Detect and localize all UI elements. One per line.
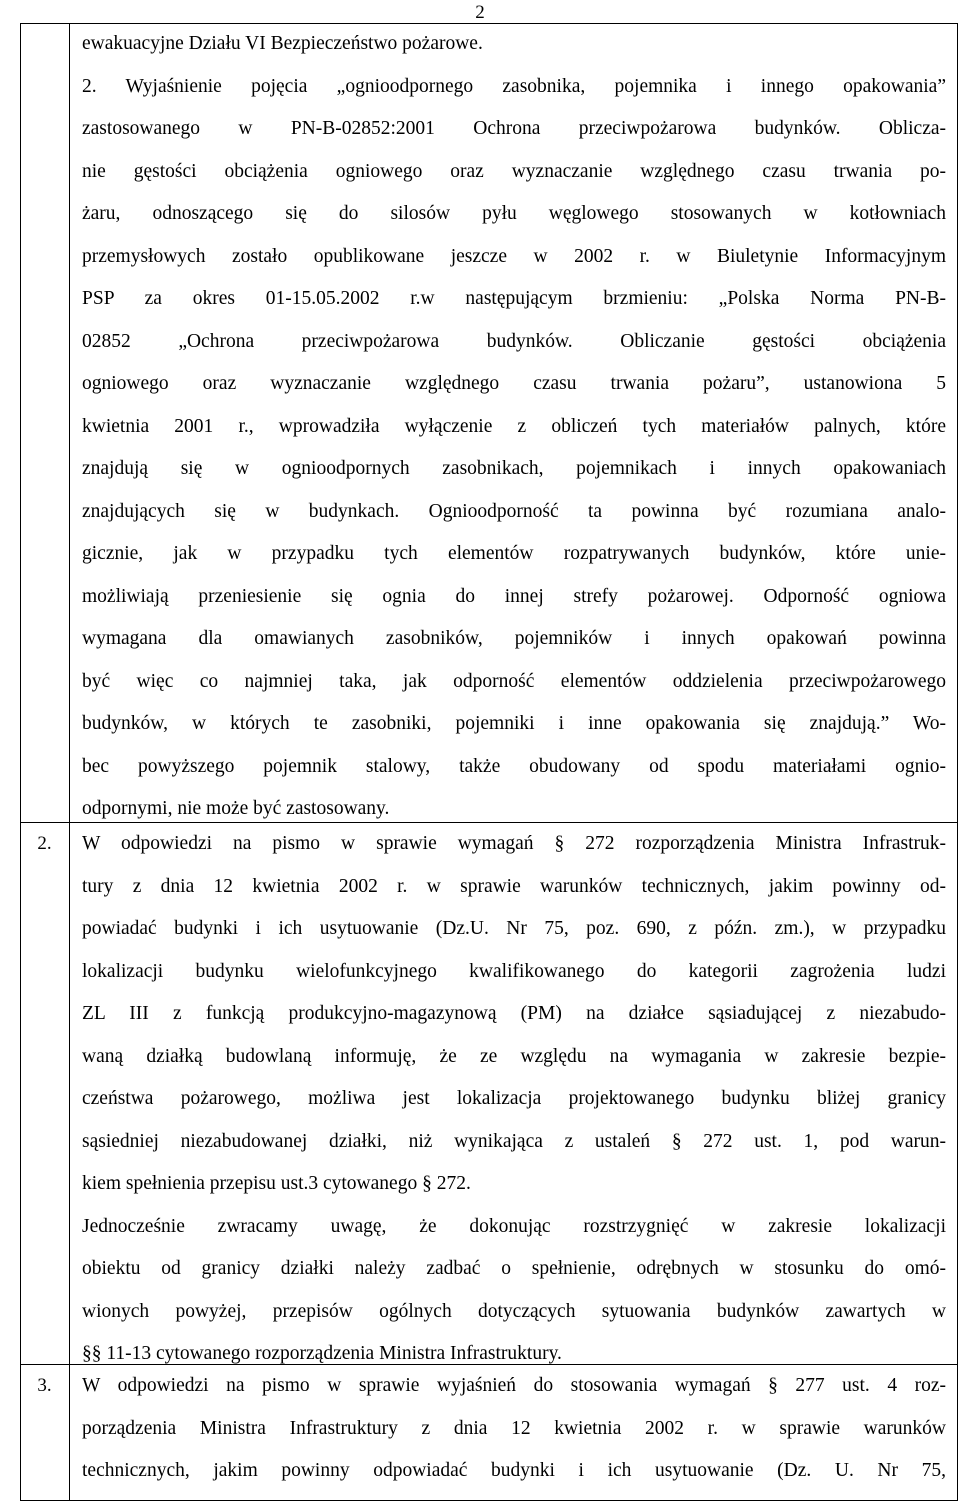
text-line: ogniowego oraz wyznaczanie względnego czasu trwania pożaru”, ustanowiona 5: [82, 373, 946, 394]
text-line: ewakuacyjne Działu VI Bezpieczeństwo pożarowe.: [82, 33, 483, 54]
text-line: W odpowiedzi na pismo w sprawie wymagań § 272 rozporządzenia Ministra Infrastruk-: [82, 833, 946, 854]
text-line: waną działką budowlaną informuję, że ze względu na wymagania w zakresie bezpie-: [82, 1045, 946, 1067]
text-line: 02852 „Ochrona przeciwpożarowa budynków. Obliczanie gęstości obciążenia: [82, 330, 946, 352]
text-line: budynków, w których te zasobniki, pojemniki i inne opakowania się znajdują.” Wo-: [82, 713, 946, 734]
text-line: kiem spełnienia przepisu ust.3 cytowanego § 272.: [82, 1173, 471, 1194]
text-line: gicznie, jak w przypadku tych elementów rozpatrywanych budynków, które unie-: [82, 543, 946, 564]
text-line: technicznych, jakim powinny odpowiadać budynki i ich usytuowanie (Dz. U. Nr 75,: [82, 1460, 946, 1481]
text-line: W odpowiedzi na pismo w sprawie wyjaśnień do stosowania wymagań § 277 ust. 4 roz-: [82, 1375, 946, 1396]
text-line: żaru, odnoszącego się do silosów pyłu węglowego stosowanych w kotłowniach: [82, 203, 946, 224]
text-line: sąsiedniej niezabudowanej działki, niż wynikająca z ustaleń § 272 ust. 1, pod warun-: [82, 1130, 946, 1152]
text-line: być więc co najmniej taka, jak odporność elementów oddzielenia przeciwpożarowego: [82, 670, 946, 692]
text-line: zastosowanego w PN-B-02852:2001 Ochrona przeciwpożarowa budynków. Oblicza-: [82, 118, 946, 139]
text-line: wymagana dla omawianych zasobników, pojemników i innych opakowań powinna: [82, 628, 946, 649]
text-line: ZL III z funkcją produkcyjno-magazynową (PM) na działce sąsiadującej z niezabudo-: [82, 1003, 946, 1024]
row-text-cell: [82, 823, 946, 1376]
text-line: powiadać budynki i ich usytuowanie (Dz.U. Nr 75, poz. 690, z późn. zm.), w przypadku: [82, 918, 946, 939]
text-line: kwietnia 2001 r., wprowadziła wyłączenie z obliczeń tych materiałów palnych, które: [82, 415, 946, 437]
text-line: 2. Wyjaśnienie pojęcia „ognioodpornego zasobnika, pojemnika i innego opakowania”: [82, 75, 946, 97]
page-number: 2: [475, 2, 485, 23]
text-line: znajdują się w ognioodpornych zasobnikach, pojemnikach i innych opakowaniach: [82, 458, 946, 479]
text-line: znajdujących się w budynkach. Ognioodporność ta powinna być rozumiana analo-: [82, 500, 946, 522]
text-line: przemysłowych zostało opublikowane jeszcze w 2002 r. w Biuletynie Informacyjnym: [82, 245, 946, 267]
text-line: Jednocześnie zwracamy uwagę, że dokonując rozstrzygnięć w zakresie lokalizacji: [82, 1215, 946, 1237]
text-line: bec powyższego pojemnik stalowy, także obudowany od spodu materiałami ognio-: [82, 755, 946, 777]
text-line: tury z dnia 12 kwietnia 2002 r. w sprawie warunków technicznych, jakim powinny od-: [82, 875, 946, 897]
text-line: §§ 11-13 cytowanego rozporządzenia Ministra Infrastruktury.: [82, 1343, 562, 1364]
text-line: porządzenia Ministra Infrastruktury z dnia 12 kwietnia 2002 r. w sprawie warunków: [82, 1417, 946, 1439]
number-column-divider: [69, 23, 70, 1501]
text-line: możliwiają przeniesienie się ognia do innej strefy pożarowej. Odporność ogniowa: [82, 585, 946, 607]
text-line: lokalizacji budynku wielofunkcyjnego kwalifikowanego do kategorii zagrożenia ludzi: [82, 960, 946, 982]
text-line: wionych powyżej, przepisów ogólnych dotyczących sytuowania budynków zawartych w: [82, 1300, 946, 1322]
row-text-cell: [82, 1365, 946, 1493]
row-text-cell: [82, 23, 946, 831]
text-line: czeństwa pożarowego, możliwa jest lokalizacja projektowanego budynku bliżej granicy: [82, 1088, 946, 1109]
text-line: PSP za okres 01-15.05.2002 r.w następującym brzmieniu: „Polska Norma PN-B-: [82, 288, 946, 309]
text-line: nie gęstości obciążenia ogniowego oraz wyznaczanie względnego czasu trwania po-: [82, 160, 946, 182]
row-number: 2.: [37, 833, 52, 854]
text-line: obiektu od granicy działki należy zadbać o spełnienie, odrębnych w stosunku do omó-: [82, 1258, 946, 1279]
row-number: 3.: [37, 1375, 52, 1396]
text-line: odpornymi, nie może być zastosowany.: [82, 798, 390, 819]
